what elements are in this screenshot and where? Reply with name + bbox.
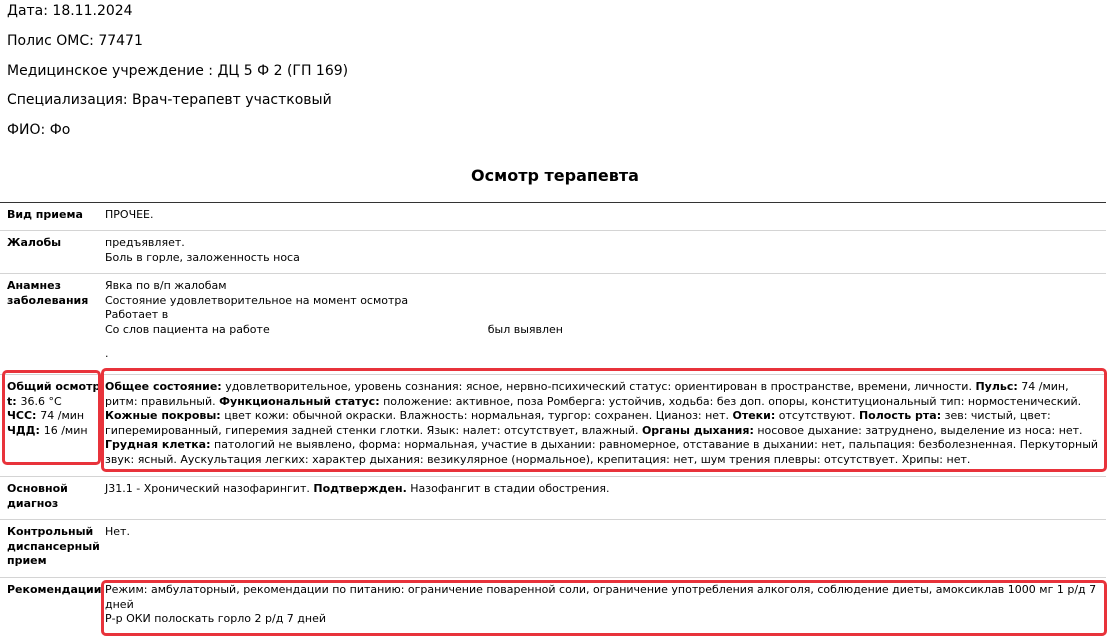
vitals-label: Общий осмотр t: 36.6 °C ЧСС: 74 /мин ЧДД: 16 /мин [7, 380, 101, 437]
row-value: Явка по в/п жалобам Состояние удовлетворительное на момент осмотра Работает в Со слов пациента на работе был выявлен . [105, 279, 563, 360]
exam-text: Общее состояние: удовлетворительное, уровень сознания: ясное, нервно-психический статус: ориентирован в пространстве, времени, личности. Пульс: 74 /мин, ритм: правильный. Функциональный статус: положение: активное, поза Ромберга: устойчив, ходьба: без доп. опоры, конституциональный тип: нормостенический. Кожные покровы: цвет кожи: обычной окраски. Влажность: нормальная, тургор: сохранен. Цианоз: нет. Отеки: отсутствуют. Полость рта: зев: чистый, цвет: гиперемированный, гиперемия задней стенки глотки. Язык: налет: отсутствует, влажный. Органы дыхания: носовое дыхание: затруднено, выделение из носа: нет. Грудная клетка: патологий не выявлено, форма: нормальная, участие в дыхании: равномерное, отставание в дыхании: нет, пальпация: безболезненная. Перкуторный звук: ясный. Аускультация легких: характер дыхания: везикулярное (нормальное), крепитация: нет, шум трения плевры: отсутствует. Хрипы: нет. [105, 380, 1099, 466]
row-value: предъявляет. Боль в горле, заложенность носа [105, 236, 300, 264]
row-label: Контрольный диспансерный прием [7, 525, 100, 567]
row-control-visit [0, 519, 1106, 576]
row-complaints [0, 230, 1106, 272]
row-label: Анамнез заболевания [7, 279, 89, 307]
row-anamnesis [0, 273, 1106, 369]
row-label: Вид приема [7, 208, 83, 221]
row-main-diagnosis [0, 476, 1106, 518]
oms-policy: Полис ОМС: 77471 [7, 33, 143, 49]
row-value: Режим: амбулаторный, рекомендации по питанию: ограничение поваренной соли, ограничение употребления алкоголя, соблюдение диеты, амоксиклав 1000 мг 1 р/д 7 дней Р-р ОКИ полоскать горло 2 р/д 7 дней [105, 583, 1097, 625]
medical-institution: Медицинское учреждение : ДЦ 5 Ф 2 (ГП 169) [7, 63, 349, 79]
row-value: J31.1 - Хронический назофарингит. Подтвержден. Назофангит в стадии обострения. [105, 482, 610, 495]
row-label: Основной диагноз [7, 482, 68, 510]
highlight-recommendations [101, 580, 1107, 636]
row-visit-type [0, 202, 1106, 230]
row-value: ПРОЧЕЕ. [105, 208, 154, 221]
row-label: Рекомендации [7, 583, 102, 596]
visit-date: Дата: 18.11.2024 [7, 3, 133, 19]
page-title: Осмотр терапевта [471, 166, 639, 185]
specialization: Специализация: Врач-терапевт участковый [7, 92, 332, 108]
row-value: Нет. [105, 525, 130, 538]
highlight-exam [101, 368, 1107, 472]
row-label: Жалобы [7, 236, 62, 249]
highlight-vitals [2, 370, 101, 465]
patient-name: ФИО: Фо [7, 122, 71, 138]
